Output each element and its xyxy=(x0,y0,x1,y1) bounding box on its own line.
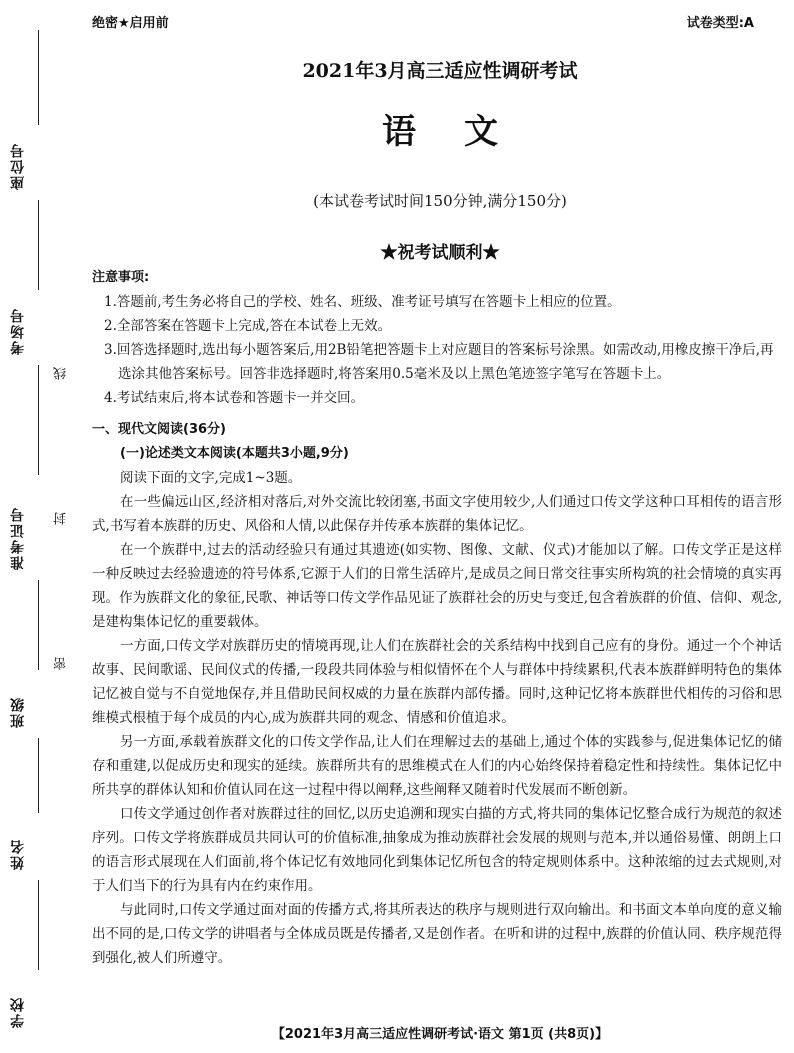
paper-type: 试卷类型:A xyxy=(686,16,754,31)
class-label: 班级 xyxy=(10,696,26,728)
passage-paragraph: 一方面,口传文学对族群历史的情境再现,让人们在族群社会的关系结构中找到自己应有的身份。通过一个个神话故事、民间歌谣、民间仪式的传播,一段段共同体验与相似情怀在个人与群体中持续累积,代表本族群鲜明特色的集体记忆被自觉与不自觉地保存,并且借助民间权威的力量在族群内部传播。同时,这种记忆将本族群世代相传的习俗和思维模式根植于每个成员的内心,成为族群共同的观念、情感和价值追求。 xyxy=(92,638,782,726)
seat-number-label: 座位号 xyxy=(10,142,26,190)
school-blank xyxy=(38,880,40,970)
ticket-number-label: 准考证号 xyxy=(10,506,26,570)
notice-item: 4.考试结束后,将本试卷和答题卡一并交回。 xyxy=(104,390,365,406)
notice-item: 2.全部答案在答题卡上完成,答在本试卷上无效。 xyxy=(104,318,392,334)
name-label: 姓名 xyxy=(10,838,26,870)
notice-title: 注意事项: xyxy=(92,270,150,285)
cut-mark-secret: 密 xyxy=(54,657,69,670)
binding-margin xyxy=(0,0,78,1053)
good-luck-banner: ★祝考试顺利★ xyxy=(380,243,500,263)
passage-paragraph: 在一个族群中,过去的活动经验只有通过其遗迹(如实物、图像、文献、仪式)才能加以了解。口传文学正是这样一种反映过去经验遗迹的符号体系,它源于人们的日常生活碎片,是成员之间日常交往事实所构筑的社会情境的真实再现。作为族群文化的象征,民歌、神话等口传文学作品见证了族群社会的历史与变迁,包含着族群的价值、信仰、观念,是建构集体记忆的重要载体。 xyxy=(92,542,782,630)
passage-paragraph: 在一些偏远山区,经济相对落后,对外交流比较闭塞,书面文字使用较少,人们通过口传文学这种口耳相传的语言形式,书写着本族群的历史、风俗和人情,以此保存并传承本族群的集体记忆。 xyxy=(92,494,782,534)
reading-instruction: 阅读下面的文字,完成1~3题。 xyxy=(120,470,302,486)
passage-paragraph: 与此同时,口传文学通过面对面的传播方式,将其所表达的秩序与规则进行双向输出。和书面文本单向度的意义输出不同的是,口传文学的讲唱者与全体成员既是传播者,又是创作者。在听和讲的过程中,族群的价值认同、秩序规范得到强化,被人们所遵守。 xyxy=(92,902,782,966)
school-label: 学校 xyxy=(10,996,26,1028)
section-title: 一、现代文阅读(36分) xyxy=(92,422,226,437)
passage-paragraph: 另一方面,承载着族群文化的口传文学作品,让人们在理解过去的基础上,通过个体的实践参与,促进集体记忆的储存和重建,以促成历史和现实的延续。族群所共有的思维模式在人们的内心始终保持着稳定性和持续性。集体记忆中所共享的群体认知和价值认同在这一过程中得以阐释,这些阐释又随着时代发展而不断创新。 xyxy=(92,734,782,798)
confidential-mark: 绝密★启用前 xyxy=(92,16,169,31)
exam-room-blank xyxy=(38,200,40,290)
notice-item: 1.答题前,考生务必将自己的学校、姓名、班级、准考证号填写在答题卡上相应的位置。 xyxy=(104,294,621,310)
subsection-title: (一)论述类文本阅读(本题共3小题,9分) xyxy=(120,446,349,461)
time-note: (本试卷考试时间150分钟,满分150分) xyxy=(313,192,567,210)
name-blank xyxy=(38,738,40,813)
passage-paragraph: 口传文学通过创作者对族群过往的回忆,以历史追溯和现实白描的方式,将共同的集体记忆整合成行为规范的叙述序列。口传文学将族群成员共同认可的价值标准,抽象成为推动族群社会发展的规则与范本,并以通俗易懂、朗朗上口的语言形式展现在人们面前,将个体记忆有效地同化到集体记忆所包含的特定规则体系中。这种浓缩的过去式规则,对于人们当下的行为具有内在约束作用。 xyxy=(92,806,782,894)
exam-room-label: 考场号 xyxy=(10,307,26,355)
subject-title: 语文 xyxy=(382,112,546,152)
notice-list xyxy=(92,290,782,410)
cut-mark-seal: 封 xyxy=(54,512,69,525)
page-footer: 【2021年3月高三适应性调研考试·语文 第1页 (共8页)】 xyxy=(271,1027,609,1042)
exam-title: 2021年3月高三适应性调研考试 xyxy=(302,60,578,82)
ticket-number-blank xyxy=(38,365,40,475)
seat-number-blank xyxy=(38,30,40,125)
cut-mark-line: 线 xyxy=(54,367,69,380)
notice-item: 3.回答选择题时,选出每小题答案后,用2B铅笔把答题卡上对应题目的答案标号涂黑。如需改动,用橡皮擦干净后,再选涂其他答案标号。回答非选择题时,将答案用0.5毫米及以上黑色笔迹签字笔写在答题卡上。 xyxy=(104,342,774,382)
class-blank xyxy=(38,580,40,670)
main-content xyxy=(92,266,782,970)
